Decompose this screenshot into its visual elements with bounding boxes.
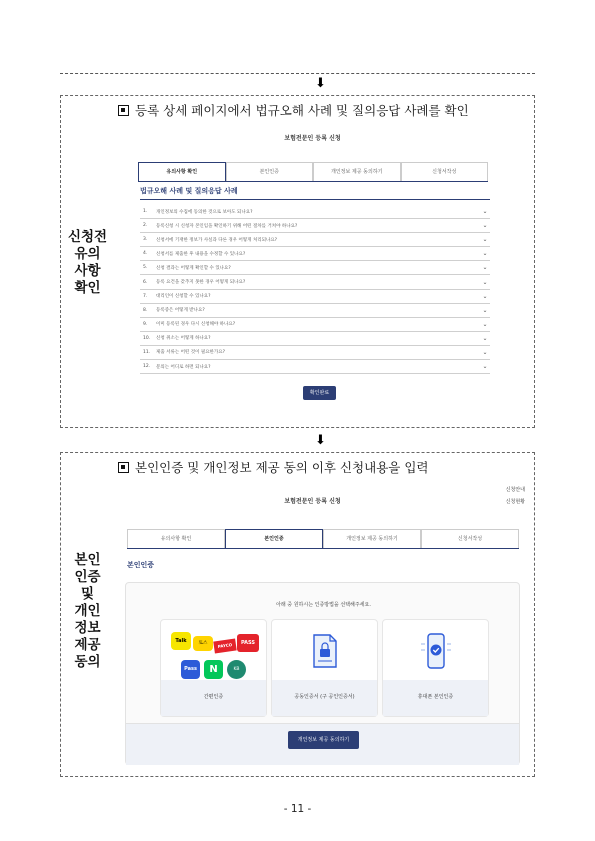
chevron-down-icon[interactable]: ⌄ bbox=[482, 208, 488, 216]
section-1-label: 신청전 유의 사항 확인 bbox=[67, 229, 108, 296]
card-phone-auth[interactable] bbox=[382, 619, 489, 717]
card-joint-certificate[interactable] bbox=[271, 619, 378, 717]
qa-item-number: 12. bbox=[143, 364, 151, 370]
qa-item[interactable] bbox=[140, 233, 490, 247]
screen-title: 보험전문인 등록 신청 bbox=[284, 135, 341, 142]
tab-application[interactable]: 신청서작성 bbox=[401, 162, 489, 181]
screenshot-qa bbox=[115, 123, 510, 413]
square-bullet-icon bbox=[118, 105, 129, 116]
link-status[interactable]: 신청현황 bbox=[505, 499, 525, 505]
qa-item-question: 제출 서류는 어떤 것이 필요한가요? bbox=[156, 350, 225, 356]
qa-item[interactable] bbox=[140, 247, 490, 261]
chevron-down-icon[interactable]: ⌄ bbox=[482, 320, 488, 328]
qa-item-question: 신청서를 제출한 후 내용을 수정할 수 있나요? bbox=[156, 251, 246, 257]
down-arrow-icon: ⬇ bbox=[315, 433, 326, 448]
qa-item[interactable] bbox=[140, 205, 490, 219]
auth-panel bbox=[125, 582, 520, 765]
screen-title: 보험전문인 등록 신청 bbox=[284, 498, 341, 505]
qa-item[interactable] bbox=[140, 318, 490, 332]
chevron-down-icon[interactable]: ⌄ bbox=[482, 363, 488, 371]
square-bullet-icon bbox=[118, 462, 129, 473]
tab-consent[interactable]: 개인정보 제공 동의하기 bbox=[323, 529, 421, 548]
qa-item[interactable] bbox=[140, 346, 490, 360]
card-label: 공동인증서 (구 공인인증서) bbox=[294, 694, 355, 700]
tab-application[interactable]: 신청서작성 bbox=[421, 529, 519, 548]
section-2-label: 본인 인증 및 개인 정보 제공 동의 bbox=[74, 552, 101, 670]
toss-logo-icon: 토스 bbox=[193, 636, 213, 651]
top-divider bbox=[60, 73, 535, 74]
qa-list bbox=[140, 205, 490, 374]
tab-verification[interactable]: 본인인증 bbox=[225, 529, 323, 548]
qa-rule bbox=[140, 199, 490, 200]
down-arrow-icon: ⬇ bbox=[315, 76, 326, 91]
step-tabs bbox=[127, 529, 519, 549]
qa-subtitle: 법규오해 사례 및 질의응답 사례 bbox=[140, 187, 238, 195]
pass-blue-logo-icon: Pass bbox=[181, 660, 200, 679]
card-label: 간편인증 bbox=[203, 694, 224, 700]
qa-item-question: 대리인이 신청할 수 있나요? bbox=[156, 294, 211, 300]
qa-item-question: 개인정보의 수집에 동의한 것으로 보아도 되나요? bbox=[156, 209, 253, 215]
qa-item-question: 신청 결과는 어떻게 확인할 수 있나요? bbox=[156, 265, 231, 271]
qa-item-number: 7. bbox=[143, 293, 148, 299]
kakao-logo-icon: Talk bbox=[171, 632, 191, 650]
phone-check-icon bbox=[419, 632, 453, 670]
step-tabs bbox=[138, 162, 488, 182]
consent-button[interactable]: 개인정보 제공 동의하기 bbox=[288, 731, 359, 749]
qa-item[interactable] bbox=[140, 360, 490, 374]
qa-item-number: 8. bbox=[143, 307, 148, 313]
confirm-button[interactable]: 확인완료 bbox=[303, 386, 336, 400]
qa-item-number: 3. bbox=[143, 237, 148, 243]
page-number: - 11 - bbox=[283, 803, 312, 815]
section-1-heading: 등록 상세 페이지에서 법규오해 사례 및 질의응답 사례를 확인 bbox=[118, 101, 469, 119]
section-2-heading: 본인인증 및 개인정보 제공 동의 이후 신청내용을 입력 bbox=[118, 458, 428, 476]
qa-item-number: 4. bbox=[143, 251, 148, 257]
qa-item-number: 5. bbox=[143, 265, 148, 271]
qa-item[interactable] bbox=[140, 332, 490, 346]
payco-logo-icon: PAYCO bbox=[213, 639, 236, 654]
chevron-down-icon[interactable]: ⌄ bbox=[482, 264, 488, 272]
qa-item-question: 신청서에 기재한 정보가 사실과 다른 경우 어떻게 처리되나요? bbox=[156, 237, 278, 243]
qa-item-question: 등록증은 어떻게 받나요? bbox=[156, 308, 205, 314]
kb-logo-icon: KB bbox=[227, 660, 246, 679]
qa-item[interactable] bbox=[140, 304, 490, 318]
tab-notice[interactable]: 유의사항 확인 bbox=[138, 162, 226, 181]
chevron-down-icon[interactable]: ⌄ bbox=[482, 348, 488, 356]
qa-item-number: 1. bbox=[143, 209, 148, 215]
qa-item-number: 9. bbox=[143, 321, 148, 327]
side-links bbox=[485, 484, 525, 508]
qa-item-number: 11. bbox=[143, 349, 151, 355]
chevron-down-icon[interactable]: ⌄ bbox=[482, 250, 488, 258]
screenshot-verification bbox=[115, 480, 527, 770]
chevron-down-icon[interactable]: ⌄ bbox=[482, 292, 488, 300]
qa-item-question: 등록신청 시 신청자 본인임을 확인하기 위해 어떤 절차를 거쳐야 하나요? bbox=[156, 223, 298, 229]
chevron-down-icon[interactable]: ⌄ bbox=[482, 306, 488, 314]
simple-auth-logos bbox=[171, 632, 259, 682]
qa-item[interactable] bbox=[140, 275, 490, 289]
qa-item-question: 등록 요건을 갖추지 못한 경우 어떻게 되나요? bbox=[156, 280, 246, 286]
certificate-document-icon bbox=[312, 634, 338, 668]
qa-item-number: 2. bbox=[143, 223, 148, 229]
pass-logo-icon: PASS bbox=[237, 634, 259, 652]
chevron-down-icon[interactable]: ⌄ bbox=[482, 222, 488, 230]
chevron-down-icon[interactable]: ⌄ bbox=[482, 278, 488, 286]
card-simple-auth[interactable] bbox=[160, 619, 267, 717]
naver-logo-icon: N bbox=[204, 660, 223, 679]
verification-subtitle: 본인인증 bbox=[127, 561, 155, 569]
qa-item-question: 이미 등록된 경우 다시 신청해야 하나요? bbox=[156, 322, 236, 328]
auth-message: 아래 중 원하시는 인증방법을 선택해주세요. bbox=[276, 602, 371, 608]
qa-item[interactable] bbox=[140, 261, 490, 275]
qa-item-number: 6. bbox=[143, 279, 148, 285]
qa-item-number: 10. bbox=[143, 335, 151, 341]
link-guide[interactable]: 신청안내 bbox=[505, 487, 525, 493]
chevron-down-icon[interactable]: ⌄ bbox=[482, 236, 488, 244]
tab-verification[interactable]: 본인인증 bbox=[226, 162, 314, 181]
tab-notice[interactable]: 유의사항 확인 bbox=[127, 529, 225, 548]
tab-consent[interactable]: 개인정보 제공 동의하기 bbox=[313, 162, 401, 181]
qa-item-question: 신청 취소는 어떻게 하나요? bbox=[156, 336, 211, 342]
card-label: 휴대폰 본인인증 bbox=[417, 694, 454, 700]
qa-item[interactable] bbox=[140, 290, 490, 304]
chevron-down-icon[interactable]: ⌄ bbox=[482, 334, 488, 342]
qa-item[interactable] bbox=[140, 219, 490, 233]
qa-item-question: 문의는 어디로 하면 되나요? bbox=[156, 364, 211, 370]
